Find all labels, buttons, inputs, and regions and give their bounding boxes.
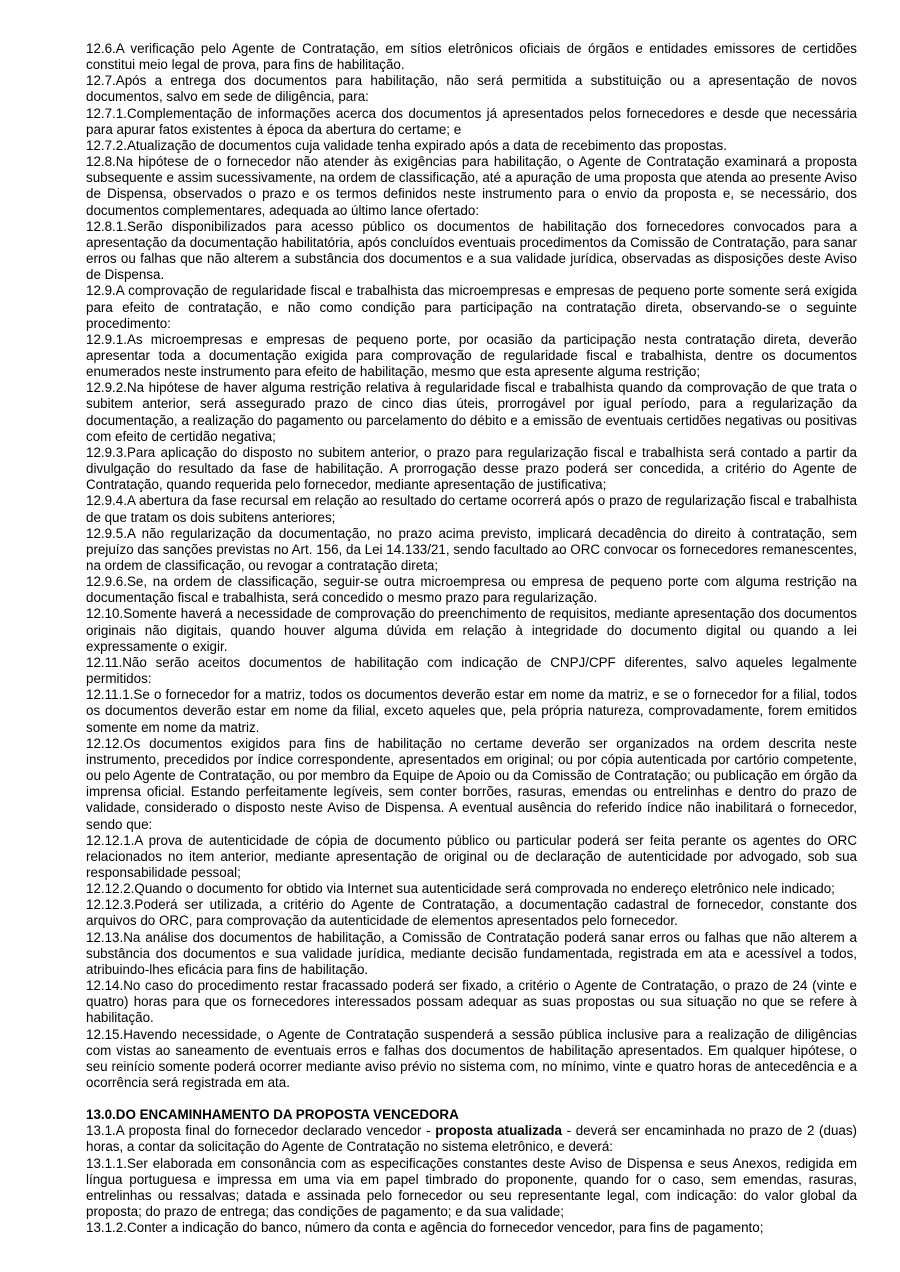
paragraph-12-14: 12.14.No caso do procedimento restar fracassado poderá ser fixado, a critério o Agente de Contratação, o prazo de 24 (vinte e quatro) horas para que os fornecedores interessados possam adequar as suas propostas ou sua situação no que se refere à habilitação. [86, 978, 857, 1026]
paragraph-12-13: 12.13.Na análise dos documentos de habilitação, a Comissão de Contratação poderá sanar erros ou falhas que não alterem a substância dos documentos e sua validade jurídica, mediante decisão fundamentada, registrada em ata e acessível a todos, atribuindo-lhes eficácia para fins de habilitação. [86, 929, 857, 977]
paragraph-12-12: 12.12.Os documentos exigidos para fins de habilitação no certame deverão ser organizados na ordem descrita neste instrumento, precedidos por índice correspondente, apresentados em original; ou por cópia autenticada por cartório competente, ou pelo Agente de Contratação, ou por membro da Equipe de Apoio ou da Comissão de Contratação; ou publicação em órgão da imprensa oficial. Estando perfeitamente legíveis, sem conter borrões, rasuras, emendas ou entrelinhas e dentro do prazo de validade, considerado o disposto neste Aviso de Dispensa. A eventual ausência do referido índice não inabilitará o fornecedor, sendo que: [86, 735, 857, 832]
section-title: 13.0.DO ENCAMINHAMENTO DA PROPOSTA VENCEDORA [86, 1107, 459, 1123]
paragraph-12-7-1: 12.7.1.Complementação de informações acerca dos documentos já apresentados pelos fornecedores e desde que necessária para apurar fatos existentes à época da abertura do certame; e [86, 105, 857, 137]
paragraph-12-15: 12.15.Havendo necessidade, o Agente de Contratação suspenderá a sessão pública inclusive para a realização de diligências com vistas ao saneamento de eventuais erros e falhas dos documentos de habilitação apresentados. Em qualquer hipótese, o seu reinício somente poderá ocorrer mediante aviso prévio no sistema com, no mínimo, vinte e quatro horas de antecedência e a ocorrência será registrada em ata. [86, 1026, 857, 1090]
paragraph-13-1 [86, 1123, 857, 1155]
paragraph-13-1-end: - deverá ser encaminhada no prazo de 2 (duas) horas, a contar da solicitação do Agente de Contratação no sistema eletrônico, e deverá: [86, 1123, 858, 1155]
paragraph-12-8-1: 12.8.1.Serão disponibilizados para acesso público os documentos de habilitação dos fornecedores convocados para a apresentação da documentação habilitatória, após concluídos eventuais procedimentos da Comissão de Contratação, para sanar erros ou falhas que não alterem a substância dos documentos e a sua validade jurídica, observadas as disposições deste Aviso de Dispensa. [86, 218, 857, 283]
paragraph-12-9-6: 12.9.6.Se, na ordem de classificação, seguir-se outra microempresa ou empresa de pequeno porte com alguma restrição na documentação fiscal e trabalhista, será concedido o mesmo prazo para regularização. [86, 574, 857, 606]
paragraph-12-12-3: 12.12.3.Poderá ser utilizada, a critério do Agente de Contratação, a documentação cadastral de fornecedor, constante dos arquivos do ORC, para comprovação da autenticidade de elementos apresentados pelo fornecedor. [86, 897, 857, 929]
paragraph-12-9-5: 12.9.5.A não regularização da documentação, no prazo acima previsto, implicará decadência do direito à contratação, sem prejuízo das sanções previstas no Art. 156, da Lei 14.133/21, sendo facultado ao ORC convocar os fornecedores remanescentes, na ordem de classificação, ou revogar a contratação direta; [86, 525, 857, 573]
paragraph-12-7-2: 12.7.2.Atualização de documentos cuja validade tenha expirado após a data de recebimento das propostas. [86, 137, 727, 153]
document-page [86, 41, 857, 1236]
paragraph-12-9-4: 12.9.4.A abertura da fase recursal em relação ao resultado do certame ocorrerá após o prazo de regularização fiscal e trabalhista de que tratam os dois subitens anteriores; [86, 493, 857, 525]
paragraph-13-1-2: 13.1.2.Conter a indicação do banco, número da conta e agência do fornecedor vencedor, para fins de pagamento; [86, 1220, 764, 1236]
paragraph-12-12-1: 12.12.1.A prova de autenticidade de cópia de documento público ou particular poderá ser feita perante os agentes do ORC relacionados no item anterior, mediante apresentação de original ou de declaração de autenticidade por advogado, sob sua responsabilidade pessoal; [86, 832, 857, 880]
paragraph-13-1-bold: proposta atualizada [435, 1123, 562, 1139]
paragraph-12-11: 12.11.Não serão aceitos documentos de habilitação com indicação de CNPJ/CPF diferentes, salvo aqueles legalmente permitidos: [86, 654, 857, 687]
paragraph-12-7: 12.7.Após a entrega dos documentos para habilitação, não será permitida a substituição ou a apresentação de novos documentos, salvo em sede de diligência, para: [86, 73, 857, 105]
paragraph-12-9-2: 12.9.2.Na hipótese de haver alguma restrição relativa à regularidade fiscal e trabalhista quando da comprovação de que trata o subitem anterior, será assegurado prazo de cinco dias úteis, prorrogável por igual período, para a regularização da documentação, a realização do pagamento ou parcelamento do débito e a emissão de eventuais certidões negativas ou positivas com efeito de certidão negativa; [86, 380, 857, 444]
paragraph-12-11-1: 12.11.1.Se o fornecedor for a matriz, todos os documentos deverão estar em nome da matriz, e se o fornecedor for a filial, todos os documentos deverão estar em nome da filial, exceto aqueles que, pela própria natureza, comprovadamente, forem emitidos somente em nome da matriz. [86, 687, 857, 735]
paragraph-13-1-start: 13.1.A proposta final do fornecedor declarado vencedor - [86, 1123, 436, 1139]
paragraph-12-9-1: 12.9.1.As microempresas e empresas de pequeno porte, por ocasião da participação nesta contratação direta, deverão apresentar toda a documentação exigida para comprovação de regularidade fiscal e trabalhista, dentre os documentos enumerados neste instrumento para efeito de habilitação, mesmo que esta apresente alguma restrição; [86, 331, 857, 380]
paragraph-12-12-2: 12.12.2.Quando o documento for obtido via Internet sua autenticidade será comprovada no endereço eletrônico nele indicado; [86, 881, 835, 897]
paragraph-12-10: 12.10.Somente haverá a necessidade de comprovação do preenchimento de requisitos, mediante apresentação dos documentos originais não digitais, quando houver alguma dúvida em relação à integridade do documento digital ou quando a lei expressamente o exigir. [86, 606, 857, 654]
paragraph-13-1-1: 13.1.1.Ser elaborada em consonância com as especificações constantes deste Aviso de Dispensa e seus Anexos, redigida em língua portuguesa e impressa em uma via em papel timbrado do proponente, quando for o caso, sem emendas, rasuras, entrelinhas ou ressalvas; datada e assinada pelo fornecedor ou seu representante legal, com indicação: do valor global da proposta; do prazo de entrega; das condições de pagamento; e da sua validade; [86, 1155, 857, 1220]
paragraph-12-8: 12.8.Na hipótese de o fornecedor não atender às exigências para habilitação, o Agente de Contratação examinará a proposta subsequente e assim sucessivamente, na ordem de classificação, até a apuração de uma proposta que atenda ao presente Aviso de Dispensa, observados o prazo e os termos definidos neste instrumento para o envio da proposta e, se necessário, dos documentos complementares, adequada ao último lance ofertado: [86, 154, 857, 218]
paragraph-12-6: 12.6.A verificação pelo Agente de Contratação, em sítios eletrônicos oficiais de órgãos e entidades emissores de certidões constitui meio legal de prova, para fins de habilitação. [86, 41, 857, 73]
paragraph-12-9-3: 12.9.3.Para aplicação do disposto no subitem anterior, o prazo para regularização fiscal e trabalhista será contado a partir da divulgação do resultado da fase de habilitação. A prorrogação desse prazo poderá ser concedida, a critério do Agente de Contratação, quando requerida pelo fornecedor, mediante apresentação de justificativa; [86, 444, 857, 493]
paragraph-12-9: 12.9.A comprovação de regularidade fiscal e trabalhista das microempresas e empresas de pequeno porte somente será exigida para efeito de contratação, e não como condição para participação na contratação direta, observando-se o seguinte procedimento: [86, 283, 857, 331]
